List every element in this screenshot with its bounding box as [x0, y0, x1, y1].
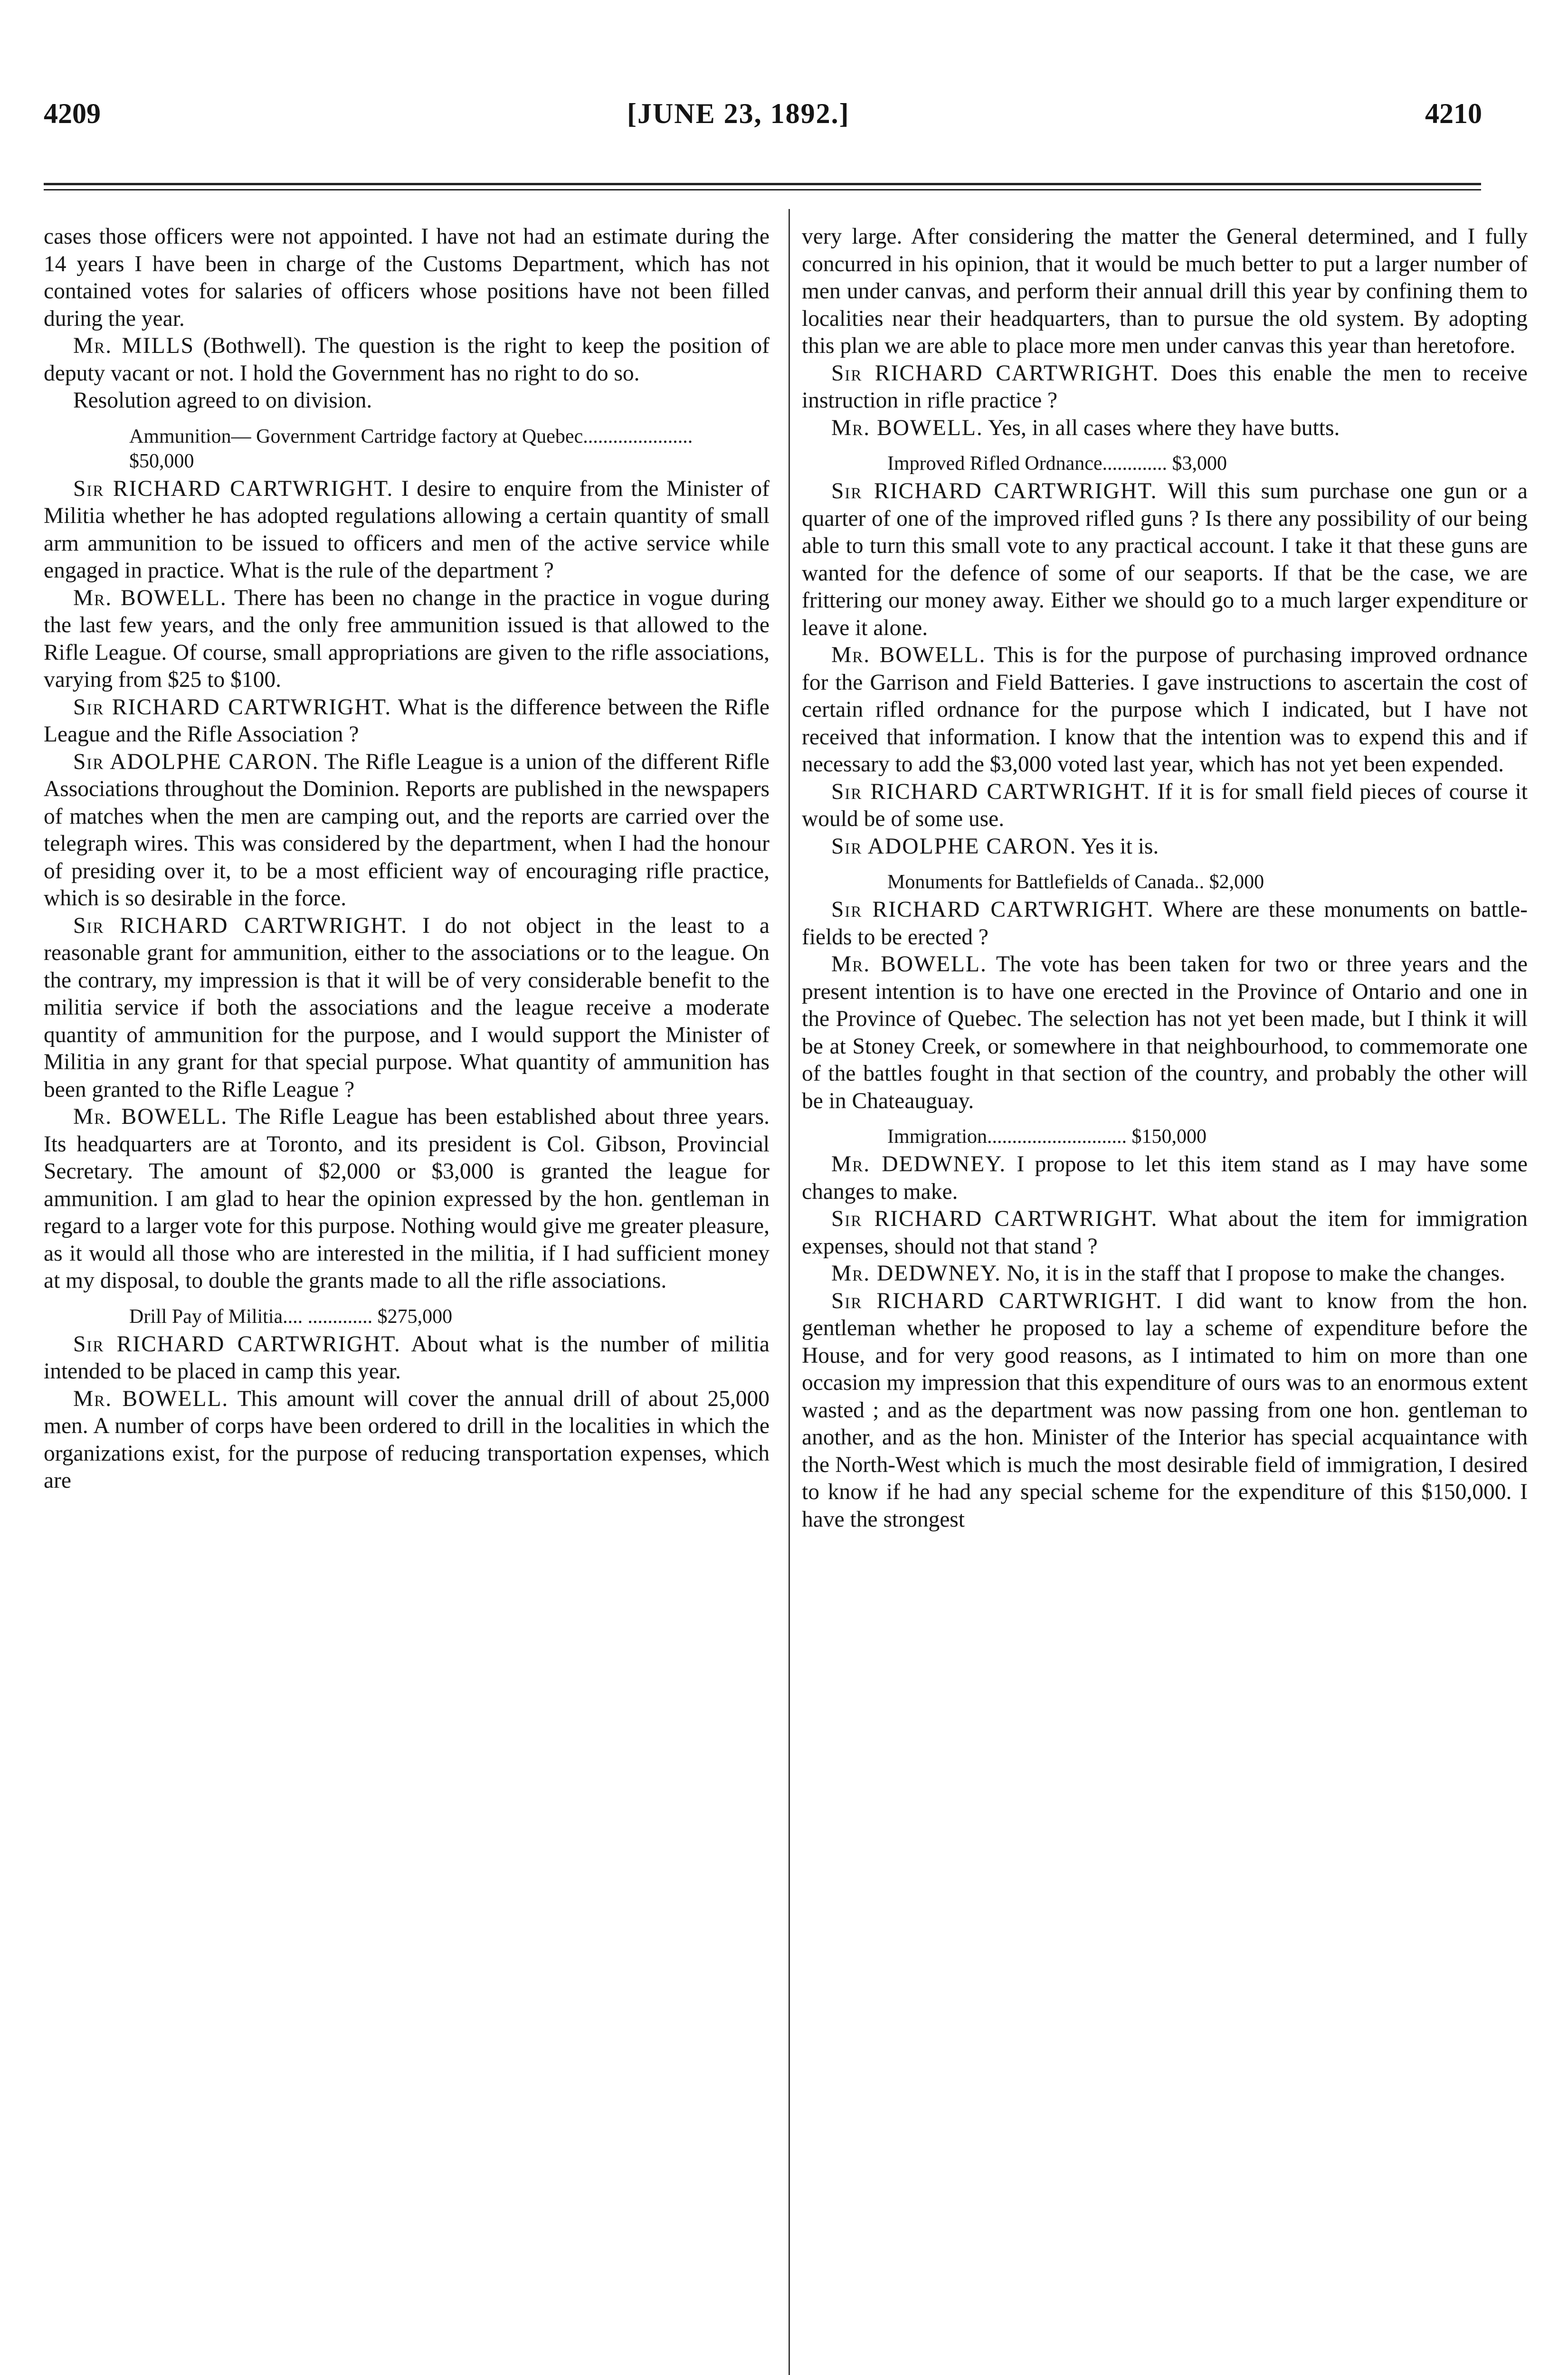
paragraph-text: I propose to let this item stand as I may have some changes to make.	[802, 1152, 1528, 1204]
paragraph-text: (Bothwell). The question is the right to keep the position of deputy vacant or not. I hold the Government has no right to do so.	[44, 333, 770, 386]
speaker-name: Sir ADOLPHE CARON.	[73, 749, 319, 774]
page-header	[0, 0, 1568, 190]
paragraph-text: Yes, in all cases where they have butts.	[983, 415, 1340, 440]
speaker-name: Sir RICHARD CARTWRIGHT.	[831, 1206, 1158, 1231]
vote-item: Improved Rifled Ordnance............. $3,000	[887, 453, 1227, 475]
paragraph-text: Where are these monuments on battle-fields to be erected ?	[802, 897, 1528, 950]
speaker-name: Sir RICHARD CARTWRIGHT.	[73, 476, 394, 501]
speaker-name: Mr. BOWELL.	[831, 415, 983, 440]
speech-paragraph	[44, 912, 770, 1104]
page-date: [JUNE 23, 1892.]	[627, 98, 850, 129]
right-column	[802, 223, 1528, 1533]
paragraph-text: Will this sum purchase one gun or a quarter of one of the improved rifled guns ? Is there any possibility of our being able to turn this small vote to any practical account. I take it that these guns are wanted for the defence of some of our seaports. If that be the case, we are frittering our money away. Either we should go to a much larger expenditure or leave it alone.	[802, 479, 1528, 640]
speech-paragraph	[802, 478, 1528, 642]
speech-paragraph	[44, 1386, 770, 1495]
speaker-name: Mr. DEDWNEY.	[831, 1261, 1001, 1286]
speech-paragraph	[802, 1206, 1528, 1260]
speaker-name: Sir RICHARD CARTWRIGHT.	[73, 694, 392, 720]
paragraph-text: The Rifle League is a union of the different Rifle Associations throughout the Dominion. Reports are published in the newspapers of matches when the men are camping out, and the reports are carried over the telegraph wires. This was considered by the department, when I had the honour of presiding over it, to be a most efficient way of encouraging rifle practice, which is so desirable in the force.	[44, 749, 770, 911]
vote-item: Drill Pay of Militia.... ............. $275,000	[129, 1305, 453, 1328]
speech-paragraph	[802, 1151, 1528, 1206]
speaker-name: Mr. BOWELL.	[831, 952, 987, 977]
paragraph-text: I desire to enquire from the Minister of Militia whether he has adopted regulations allowing a certain quantity of small arm ammunition to be issued to officers and men of the active service while engaged in practice. What is the rule of the department ?	[44, 476, 770, 583]
speech-paragraph	[44, 585, 770, 694]
speech-paragraph	[802, 951, 1528, 1115]
vote-item: Ammunition— Government Cartridge factory at Quebec...................... $50,000	[129, 425, 693, 472]
paragraph-text: cases those officers were not appointed. I have not had an estimate during the 14 years I have been in charge of the Customs Department, which has not contained votes for salaries of officers whose positions have not been filled during the year.	[44, 224, 770, 331]
paragraph-text: About what is the number of militia intended to be placed in camp this year.	[44, 1331, 770, 1384]
speech-paragraph	[802, 779, 1528, 833]
paragraph-text: Yes it is.	[1076, 834, 1159, 859]
speaker-name: Mr. MILLS	[73, 333, 195, 358]
paragraph-text: Resolution agreed to on division.	[73, 388, 372, 413]
speaker-name: Mr. DEDWNEY.	[831, 1152, 1007, 1177]
speaker-name: Sir RICHARD CARTWRIGHT.	[73, 1331, 401, 1357]
speech-paragraph	[44, 1331, 770, 1386]
paragraph-text: very large. After considering the matter the General determined, and I fully concurred in his opinion, that it would be much better to put a larger number of men under canvas, and perform their annual drill this year by confining them to localities near their headquarters, than to pursue the old system. By adopting this plan we are able to place more men under canvas this year than heretofore.	[802, 224, 1528, 358]
vote-item: Immigration............................ $150,000	[887, 1126, 1207, 1148]
speech-paragraph	[802, 1260, 1528, 1288]
paragraph-text: If it is for small field pieces of course it would be of some use.	[802, 779, 1528, 831]
paragraph-text: The Rifle League has been established about three years. Its headquarters are at Toronto, and its president is Col. Gibson, Provincial Secretary. The amount of $2,000 or $3,000 is granted the league for ammunition. I am glad to hear the opinion expressed by the hon. gentleman in regard to a larger vote for this purpose. Nothing would give me greater pleasure, as it would all those who are interested in the militia, if I had sufficient money at my disposal, to double the grants made to all the rifle associations.	[44, 1104, 770, 1293]
paragraph-text: There has been no change in the practice in vogue during the last few years, and the only free ammunition issued is that allowed to the Rifle League. Of course, small appropriations are given to the rifle associations, varying from $25 to $100.	[44, 585, 770, 692]
speech-paragraph	[802, 360, 1528, 415]
speaker-name: Sir RICHARD CARTWRIGHT.	[831, 779, 1150, 804]
speech-paragraph	[802, 642, 1528, 779]
speaker-name: Sir ADOLPHE CARON.	[831, 834, 1077, 859]
speaker-name: Sir RICHARD CARTWRIGHT.	[831, 1288, 1163, 1313]
speech-paragraph	[802, 1288, 1528, 1534]
speaker-name: Sir RICHARD CARTWRIGHT.	[831, 897, 1154, 922]
paragraph-text: This is for the purpose of purchasing improved ordnance for the Garrison and Field Batteries. I gave instructions to ascertain the cost of certain rifled ordnance for the purpose which I indicated, but I have not received that information. I know that the intention was to expend this and if necessary to add the $3,000 voted last year, which has not yet been expended.	[802, 643, 1528, 777]
speaker-name: Mr. BOWELL.	[73, 1386, 229, 1411]
speaker-name: Sir RICHARD CARTWRIGHT.	[831, 361, 1159, 386]
paragraph-text: This amount will cover the annual drill of about 25,000 men. A number of corps have been ordered to drill in the localities in which the organizations exist, for the purpose of reducing transportation expenses, which are	[44, 1386, 770, 1493]
speaker-name: Mr. BOWELL.	[73, 585, 227, 610]
text-paragraph	[802, 223, 1528, 360]
text-paragraph	[44, 223, 770, 332]
speech-paragraph	[802, 833, 1528, 861]
paragraph-text: I do not object in the least to a reasonable grant for ammunition, either to the associations or to the league. On the contrary, my impression is that it will be of very considerable benefit to the militia service if both the associations and the league receive a moderate quantity of ammunition for the purpose, and I would support the Minister of Militia in any grant for that special purpose. What quantity of ammunition has been granted to the Rifle League ?	[44, 913, 770, 1102]
speech-paragraph	[44, 1103, 770, 1295]
speaker-name: Mr. BOWELL.	[73, 1104, 228, 1129]
left-page-number: 4209	[44, 98, 101, 129]
speech-paragraph	[44, 332, 770, 387]
paragraph-text: Does this enable the men to receive instruction in rifle practice ?	[802, 361, 1528, 413]
right-page-number: 4210	[1425, 98, 1482, 129]
paragraph-text: No, it is in the staff that I propose to make the changes.	[1001, 1261, 1505, 1286]
paragraph-text: What is the difference between the Rifle League and the Rifle Association ?	[44, 694, 770, 747]
speech-paragraph	[44, 475, 770, 585]
speech-paragraph	[802, 415, 1528, 442]
speaker-name: Sir RICHARD CARTWRIGHT.	[831, 479, 1158, 504]
vote-item: Monuments for Battlefields of Canada.. $2,000	[887, 871, 1264, 893]
speech-paragraph	[44, 749, 770, 912]
paragraph-text: I did want to know from the hon. gentleman whether he proposed to lay a scheme of expenditure before the House, and for very good reasons, as I intimated to him on more than one occasion my impression that this expenditure of ours was to an enormous extent wasted ; and as the department was now passing from one hon. gentleman to another, and as the hon. Minister of the Interior has special acquaintance with the North-West which is much the most desirable field of immigration, I desired to know if he had any special scheme for the expenditure of this $150,000. I have the strongest	[802, 1288, 1528, 1532]
header-rule	[44, 183, 1481, 185]
header-rule-thin	[44, 189, 1481, 190]
speech-paragraph	[802, 896, 1528, 951]
left-column	[44, 223, 770, 1495]
speech-paragraph	[44, 694, 770, 749]
paragraph-text: What about the item for immigration expenses, should not that stand ?	[802, 1206, 1528, 1259]
column-divider	[789, 209, 790, 2375]
speaker-name: Mr. BOWELL.	[831, 643, 986, 667]
speaker-name: Sir RICHARD CARTWRIGHT.	[73, 913, 408, 938]
text-paragraph	[44, 387, 770, 415]
paragraph-text: The vote has been taken for two or three years and the present intention is to have one erected in the Province of Ontario and one in the Province of Quebec. The selection has not yet been made, but I think it will be at Stoney Creek, or somewhere in that neighbourhood, to commemorate one of the battles fought in that section of the country, and probably the other will be in Chateauguay.	[802, 952, 1528, 1113]
